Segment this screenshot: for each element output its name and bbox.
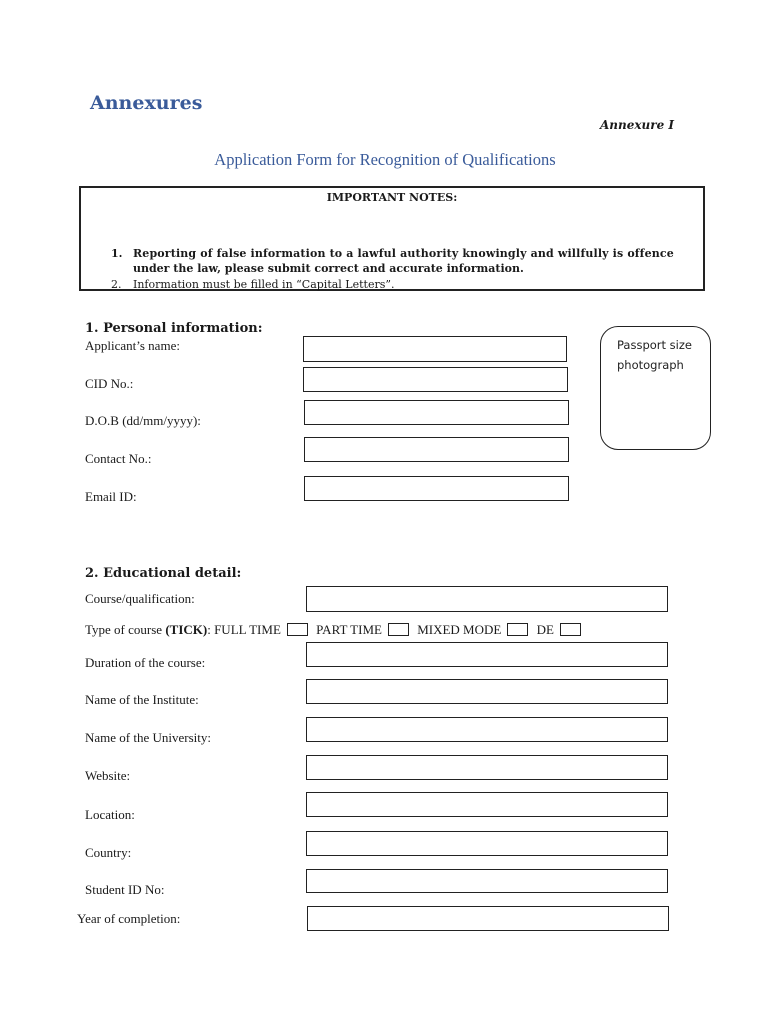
course-type-tick-label: (TICK): [165, 622, 208, 637]
part-time-checkbox[interactable]: [388, 623, 409, 636]
note-item-1: [111, 246, 711, 276]
mixed-mode-checkbox[interactable]: [507, 623, 528, 636]
student-id-field[interactable]: [306, 869, 668, 893]
contact-field[interactable]: [304, 437, 569, 462]
cid-label: CID No.:: [85, 376, 134, 391]
note-item-2: [111, 277, 711, 292]
location-label: Location:: [85, 807, 135, 822]
form-title: Application Form for Recognition of Qualifications: [214, 150, 556, 169]
passport-photo-label: Passport size photograph: [617, 338, 692, 372]
important-notes-box: [79, 186, 705, 291]
course-type-label: Type of course: [85, 622, 166, 637]
personal-info-heading: 1. Personal information:: [85, 321, 263, 336]
university-field[interactable]: [306, 717, 668, 742]
course-field[interactable]: [306, 586, 668, 612]
course-type-full-time-label: FULL TIME: [214, 622, 281, 637]
dob-field[interactable]: [304, 400, 569, 425]
contact-label: Contact No.:: [85, 451, 152, 466]
year-of-completion-field[interactable]: [307, 906, 669, 931]
note-text-line2: under the law, please submit correct and accurate information.: [133, 262, 524, 275]
student-id-label: Student ID No:: [85, 882, 165, 897]
course-type-mixed-mode-label: MIXED MODE: [417, 622, 502, 637]
full-time-checkbox[interactable]: [287, 623, 308, 636]
annexures-heading: Annexures: [90, 92, 203, 114]
duration-label: Duration of the course:: [85, 655, 206, 670]
website-label: Website:: [85, 768, 131, 783]
university-label: Name of the University:: [85, 730, 211, 745]
website-field[interactable]: [306, 755, 668, 780]
cid-field[interactable]: [303, 367, 568, 392]
country-label: Country:: [85, 845, 132, 860]
country-field[interactable]: [306, 831, 668, 856]
course-type-row: [85, 622, 586, 638]
applicant-name-field[interactable]: [303, 336, 567, 362]
note-text-line1: Information must be filled in “Capital Letters”.: [133, 278, 395, 291]
location-field[interactable]: [306, 792, 668, 817]
annexure-label: Annexure I: [600, 118, 675, 132]
de-checkbox[interactable]: [560, 623, 581, 636]
applicant-name-label: Applicant’s name:: [85, 338, 180, 353]
year-of-completion-label: Year of completion:: [77, 911, 181, 926]
course-type-de-label: DE: [536, 622, 554, 637]
institute-field[interactable]: [306, 679, 668, 704]
email-field[interactable]: [304, 476, 569, 501]
email-label: Email ID:: [85, 489, 137, 504]
duration-field[interactable]: [306, 642, 668, 667]
course-type-colon: :: [207, 622, 211, 637]
notes-title: IMPORTANT NOTES:: [326, 191, 458, 204]
course-type-part-time-label: PART TIME: [316, 622, 382, 637]
note-text-line1: Reporting of false information to a lawful authority knowingly and willfully is offence: [133, 247, 674, 260]
educational-detail-heading: 2. Educational detail:: [85, 566, 242, 581]
passport-photo-box[interactable]: [600, 326, 711, 450]
course-label: Course/qualification:: [85, 591, 195, 606]
note-number: 1.: [111, 247, 123, 260]
note-number: 2.: [111, 278, 122, 291]
institute-label: Name of the Institute:: [85, 692, 199, 707]
dob-label: D.O.B (dd/mm/yyyy):: [85, 413, 201, 428]
